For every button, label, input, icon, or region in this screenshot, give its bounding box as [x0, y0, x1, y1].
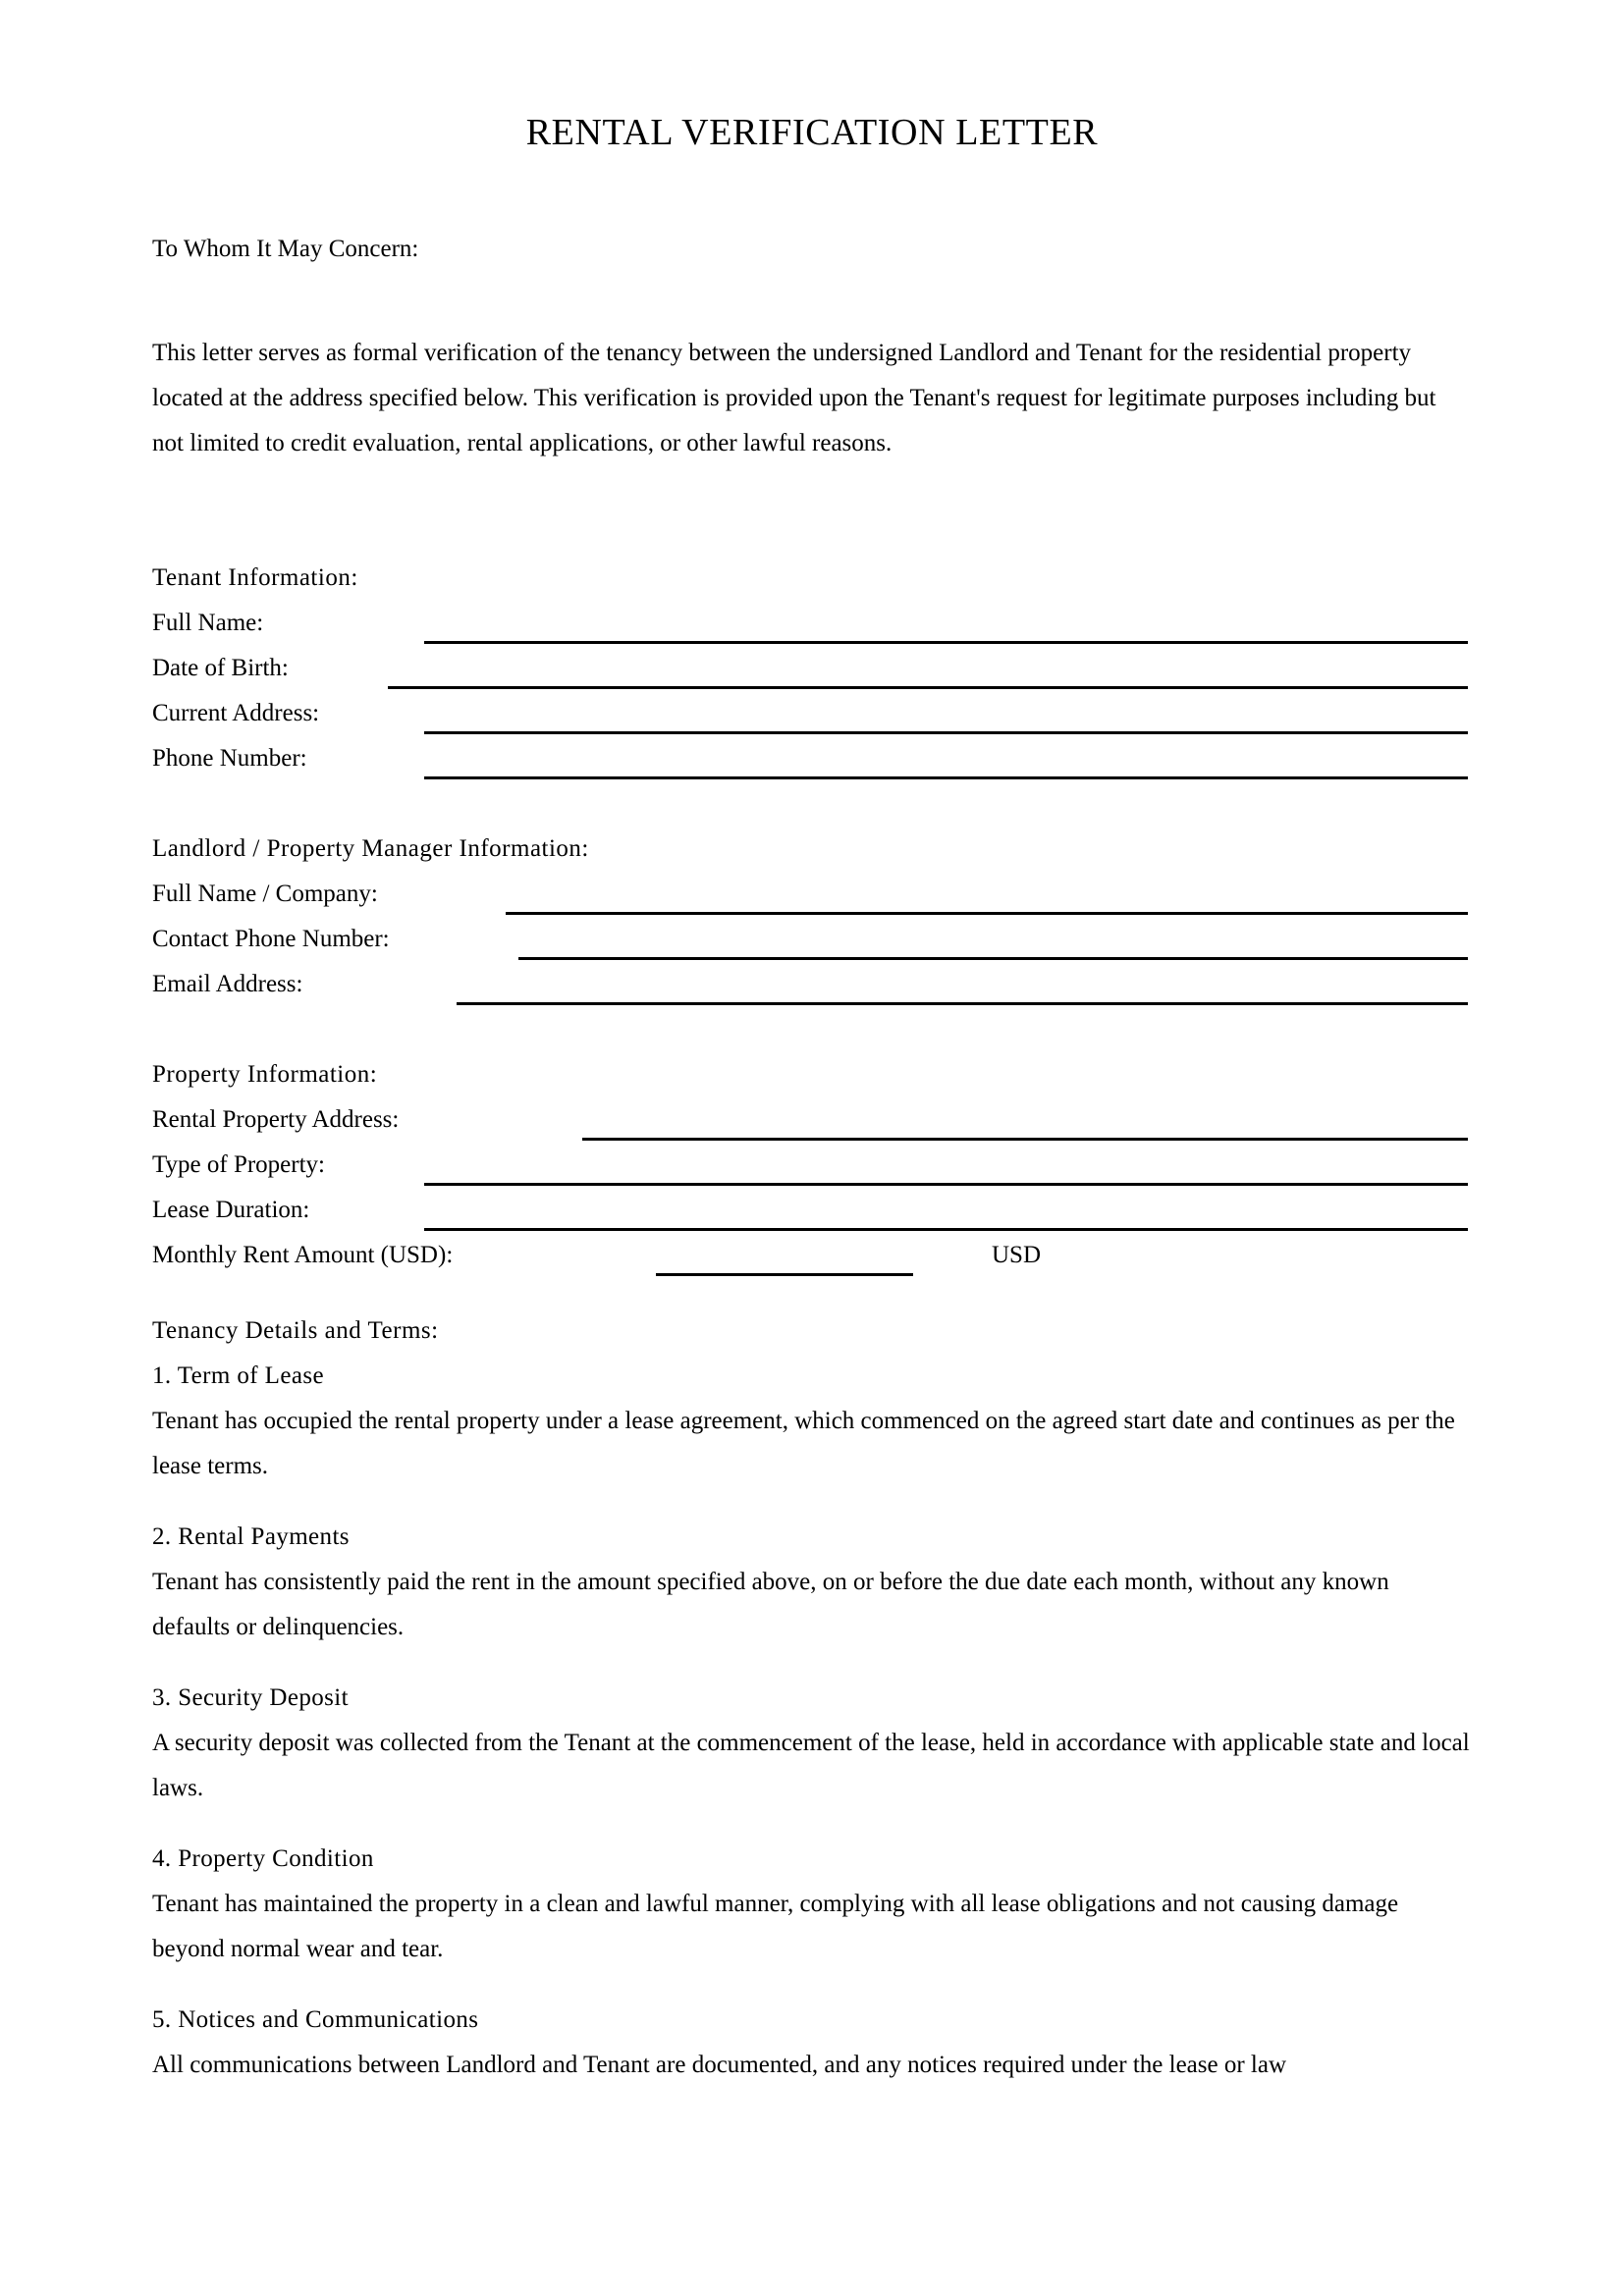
tenant-full-name-label: Full Name:	[152, 610, 264, 636]
landlord-contact-phone-input[interactable]	[518, 957, 1468, 960]
type-of-property-input[interactable]	[424, 1183, 1468, 1186]
rental-property-address-input[interactable]	[582, 1138, 1468, 1141]
tenant-date-of-birth-label: Date of Birth:	[152, 655, 289, 681]
tenancy-terms-heading: Tenancy Details and Terms:	[152, 1317, 439, 1344]
salutation-text: To Whom It May Concern:	[152, 236, 419, 262]
term-body: Tenant has maintained the property in a clean and lawful manner, complying with all lease obligations and not causing damage beyond normal wear and tear.	[152, 1891, 1399, 1962]
term-body: All communications between Landlord and Tenant are documented, and any notices required under the lease or law	[152, 2052, 1287, 2078]
field-row-monthly-rent-amount	[152, 1233, 1473, 1278]
landlord-contact-phone-label: Contact Phone Number:	[152, 926, 390, 952]
type-of-property-label: Type of Property:	[152, 1151, 325, 1178]
lease-duration-label: Lease Duration:	[152, 1197, 310, 1223]
landlord-information-section	[152, 827, 1473, 1007]
monthly-rent-amount-label: Monthly Rent Amount (USD):	[152, 1242, 454, 1268]
term-title: 4. Property Condition	[152, 1845, 374, 1872]
monthly-rent-currency-unit: USD	[992, 1242, 1042, 1268]
term-body: A security deposit was collected from the Tenant at the commencement of the lease, held in accordance with applicable state and local laws.	[152, 1730, 1470, 1801]
term-item	[152, 1676, 1473, 1811]
field-row-landlord-full-name-company	[152, 872, 1473, 917]
landlord-full-name-company-input[interactable]	[506, 912, 1468, 915]
tenant-date-of-birth-input[interactable]	[388, 686, 1468, 689]
field-row-landlord-email-address	[152, 962, 1473, 1007]
field-row-landlord-contact-phone	[152, 917, 1473, 962]
landlord-email-address-label: Email Address:	[152, 971, 303, 997]
tenancy-terms-section	[152, 1308, 1473, 2088]
tenant-information-section	[152, 556, 1473, 781]
term-item	[152, 1515, 1473, 1650]
field-row-tenant-full-name	[152, 601, 1473, 646]
term-item	[152, 1837, 1473, 1972]
term-body: Tenant has occupied the rental property under a lease agreement, which commenced on the agreed start date and continues as per the lease terms.	[152, 1408, 1455, 1479]
field-row-tenant-current-address	[152, 691, 1473, 736]
tenant-full-name-input[interactable]	[424, 641, 1468, 644]
term-body: Tenant has consistently paid the rent in the amount specified above, on or before the due date each month, without any known defaults or delinquencies.	[152, 1569, 1389, 1640]
term-title: 2. Rental Payments	[152, 1523, 350, 1550]
term-item	[152, 1354, 1473, 1489]
rental-property-address-label: Rental Property Address:	[152, 1106, 400, 1133]
property-information-heading: Property Information:	[152, 1061, 378, 1088]
page-title: RENTAL VERIFICATION LETTER	[525, 112, 1099, 153]
field-row-lease-duration	[152, 1188, 1473, 1233]
landlord-email-address-input[interactable]	[457, 1002, 1468, 1005]
tenant-current-address-label: Current Address:	[152, 700, 320, 726]
term-title: 1. Term of Lease	[152, 1362, 324, 1389]
tenant-current-address-input[interactable]	[424, 731, 1468, 734]
lease-duration-input[interactable]	[424, 1228, 1468, 1231]
term-item	[152, 1998, 1473, 2088]
field-row-tenant-phone-number	[152, 736, 1473, 781]
field-row-rental-property-address	[152, 1097, 1473, 1143]
monthly-rent-amount-input[interactable]	[656, 1273, 913, 1276]
landlord-information-heading: Landlord / Property Manager Information:	[152, 835, 589, 862]
tenant-information-heading: Tenant Information:	[152, 564, 358, 591]
term-title: 3. Security Deposit	[152, 1684, 349, 1711]
intro-paragraph: This letter serves as formal verification of the tenancy between the undersigned Landlord and Tenant for the residential property located at the address specified below. This verification is provided upon the Tenant's request for legitimate purposes including but not limited to credit evaluation, rental applications, or other lawful reasons.	[152, 340, 1436, 456]
tenant-phone-number-input[interactable]	[424, 776, 1468, 779]
property-information-section	[152, 1052, 1473, 1278]
tenant-phone-number-label: Phone Number:	[152, 745, 307, 772]
landlord-full-name-company-label: Full Name / Company:	[152, 881, 378, 907]
term-title: 5. Notices and Communications	[152, 2006, 479, 2033]
field-row-tenant-date-of-birth	[152, 646, 1473, 691]
field-row-type-of-property	[152, 1143, 1473, 1188]
